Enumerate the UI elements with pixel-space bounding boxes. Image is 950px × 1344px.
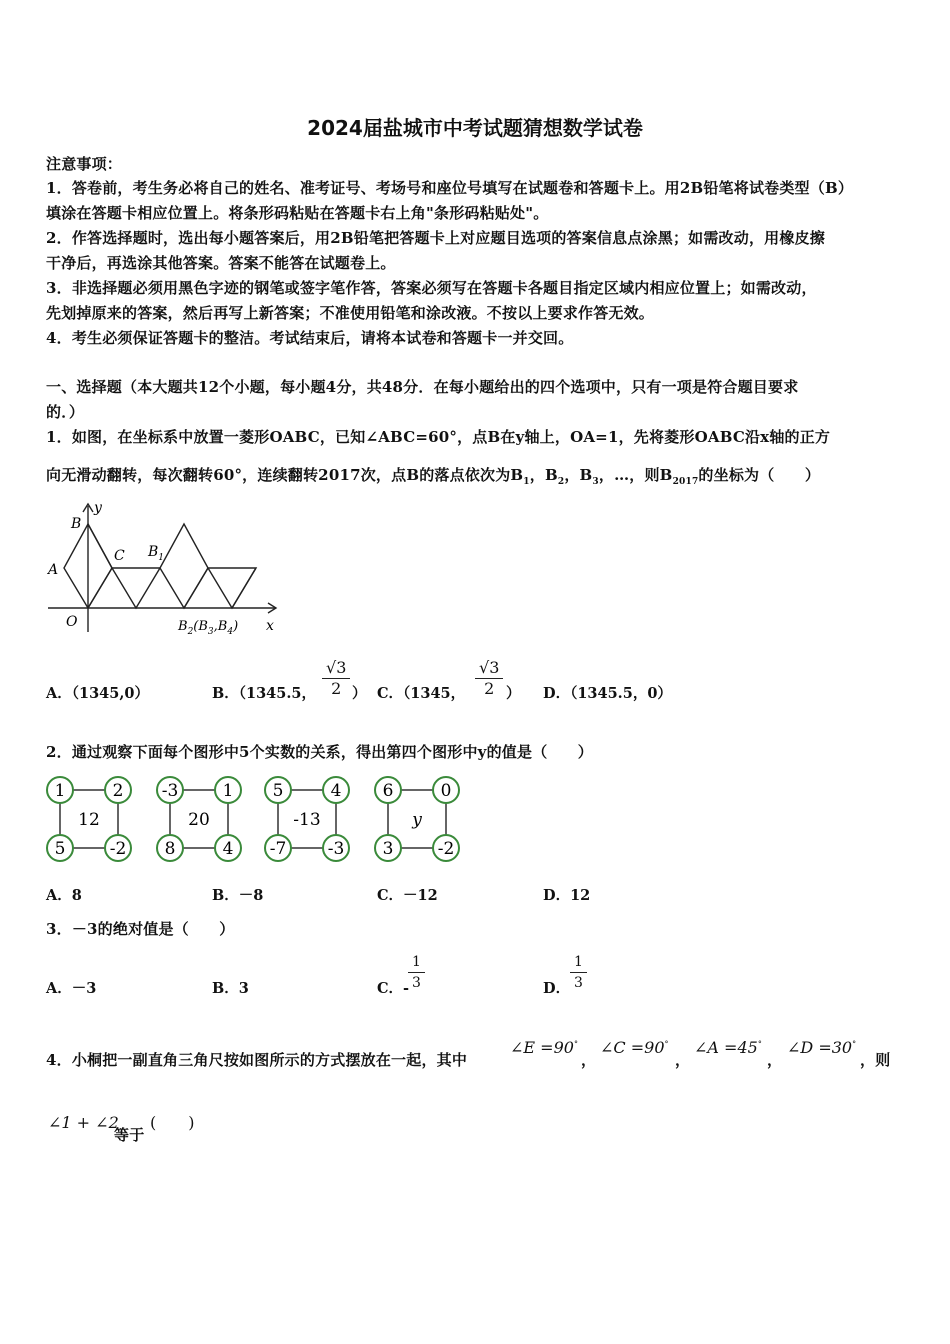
q2-corner-value: -3 bbox=[327, 839, 345, 859]
q4-comma-3: ， bbox=[767, 1051, 783, 1069]
notice-line-4: 干净后，再选涂其他答案。答案不能答在试题卷上。 bbox=[46, 254, 396, 272]
q4-angle-e: ∠E =90° bbox=[510, 1038, 578, 1057]
q3-stem: 3．－3的绝对值是（ ） bbox=[46, 920, 235, 938]
q3-option-c-fraction: $\frac{1}{3}$ bbox=[408, 952, 425, 993]
q2-corner-value: 1 bbox=[54, 781, 66, 801]
q4-angle-sum: ∠1 + ∠2 bbox=[48, 1113, 119, 1132]
q4-angle-a: ∠A =45° bbox=[694, 1038, 762, 1057]
q3-option-c: C．- bbox=[377, 980, 410, 997]
q4-comma-2: ， bbox=[675, 1051, 691, 1069]
q2-corner-value: -2 bbox=[437, 839, 455, 859]
q1-option-c-fraction: $\frac{√3}{2}$ bbox=[475, 658, 503, 699]
q2-corner-value: 5 bbox=[54, 839, 66, 859]
notice-line-1: 1．答卷前，考生务必将自己的姓名、准考证号、考场号和座位号填写在试题卷和答题卡上。用2B铅笔将试卷类型（B） bbox=[46, 179, 854, 197]
q2-corner-value: 8 bbox=[164, 839, 176, 859]
q2-figure-2 bbox=[157, 777, 241, 861]
q2-corner-value: 5 bbox=[272, 781, 284, 801]
notice-line-3: 2．作答选择题时，选出每小题答案后，用2B铅笔把答题卡上对应题目选项的答案信息点涂黑；如需改动，用橡皮擦 bbox=[46, 229, 825, 247]
q2-figure-4 bbox=[375, 777, 459, 861]
q2-center-value: 12 bbox=[78, 810, 100, 830]
q2-corner-value: -7 bbox=[269, 839, 287, 859]
q2-option-d: D．12 bbox=[543, 887, 591, 904]
q3-option-d: D． bbox=[543, 980, 571, 997]
label-x: x bbox=[266, 618, 274, 634]
q2-corner-value: 0 bbox=[440, 781, 452, 801]
q4-end: ，则 bbox=[860, 1051, 891, 1069]
q2-corner-value: 2 bbox=[112, 781, 124, 801]
q1-rhombus-figure bbox=[44, 498, 284, 638]
q4-comma-1: ， bbox=[581, 1051, 597, 1069]
q2-figure-1 bbox=[47, 777, 131, 861]
q4-angle-c: ∠C =90° bbox=[600, 1038, 669, 1057]
q2-option-a: A．8 bbox=[46, 887, 82, 904]
label-B1: $B_1$ bbox=[148, 544, 165, 563]
q4-angle-d: ∠D =30° bbox=[787, 1038, 857, 1057]
q2-stem: 2．通过观察下面每个图形中5个实数的关系，得出第四个图形中y的值是（ ） bbox=[46, 743, 593, 761]
label-O: O bbox=[66, 614, 78, 630]
label-B2-B3-B4: $B_2(B_3,B_4)$ bbox=[178, 619, 239, 637]
label-y: y bbox=[94, 500, 102, 516]
q1-option-c-close: ） bbox=[506, 685, 521, 702]
notice-heading: 注意事项： bbox=[46, 155, 123, 173]
q1-option-d: D．（1345.5，0） bbox=[543, 685, 672, 702]
section-heading-line-1: 一、选择题（本大题共12个小题，每小题4分，共48分．在每小题给出的四个选项中，只有一项是符合题目要求 bbox=[46, 378, 799, 396]
q2-corner-value: -3 bbox=[161, 781, 179, 801]
q1-option-c: C．（1345， bbox=[377, 685, 466, 702]
q2-corner-value: 6 bbox=[382, 781, 394, 801]
q1-option-b: B．（1345.5， bbox=[212, 685, 316, 702]
q1-option-b-fraction: $\frac{√3}{2}$ bbox=[322, 658, 350, 699]
notice-line-6: 先划掉原来的答案，然后再写上新答案；不准使用铅笔和涂改液。不按以上要求作答无效。 bbox=[46, 304, 655, 322]
q2-corner-value: 1 bbox=[222, 781, 234, 801]
q3-option-a: A．－3 bbox=[46, 980, 97, 997]
notice-line-7: 4．考生必须保证答题卡的整洁。考试结束后，请将本试卷和答题卡一并交回。 bbox=[46, 329, 574, 347]
section-heading-line-2: 的．） bbox=[46, 403, 85, 421]
q4-answer-paren: ( ) bbox=[150, 1113, 195, 1132]
notice-line-2: 填涂在答题卡相应位置上。将条形码粘贴在答题卡右上角"条形码粘贴处"。 bbox=[46, 204, 549, 222]
q2-option-c: C．－12 bbox=[377, 887, 438, 904]
q2-center-value: y bbox=[412, 810, 422, 830]
page-title: 2024届盐城市中考试题猜想数学试卷 bbox=[307, 116, 643, 140]
q2-option-b: B．－8 bbox=[212, 887, 264, 904]
q2-corner-value: 3 bbox=[382, 839, 394, 859]
q2-center-value: 20 bbox=[188, 810, 210, 830]
q1-option-a: A．（1345,0） bbox=[46, 685, 149, 702]
q2-corner-value: 4 bbox=[222, 839, 234, 859]
q1-option-b-close: ） bbox=[352, 685, 367, 702]
q2-figures bbox=[44, 772, 474, 864]
notice-line-5: 3．非选择题必须用黑色字迹的钢笔或签字笔作答，答案必须写在答题卡各题目指定区域内相应位置上；如需改动， bbox=[46, 279, 817, 297]
q2-center-value: -13 bbox=[293, 810, 321, 830]
label-C: C bbox=[114, 548, 125, 564]
q4-stem: 4．小桐把一副直角三角尺按如图所示的方式摆放在一起，其中 bbox=[46, 1051, 468, 1069]
q1-stem-line-1: 1．如图，在坐标系中放置一菱形OABC，已知∠ABC=60°，点B在y轴上，OA=1，先将菱形OABC沿x轴的正方 bbox=[46, 428, 831, 446]
q3-option-d-fraction: $\frac{1}{3}$ bbox=[570, 952, 587, 993]
q3-option-b: B．3 bbox=[212, 980, 249, 997]
q2-corner-value: -2 bbox=[109, 839, 127, 859]
q2-figure-3 bbox=[265, 777, 349, 861]
q4-dengyu: 等于 bbox=[114, 1126, 145, 1144]
label-A: A bbox=[48, 562, 59, 578]
q1-stem-line-2: 向无滑动翻转，每次翻转60°，连续翻转2017次，点B的落点依次为$B_1$，$B_2$，$B_3$，…，则$B_{2017}$的坐标为（ ） bbox=[46, 466, 821, 487]
q2-corner-value: 4 bbox=[330, 781, 342, 801]
label-B: B bbox=[71, 516, 82, 532]
